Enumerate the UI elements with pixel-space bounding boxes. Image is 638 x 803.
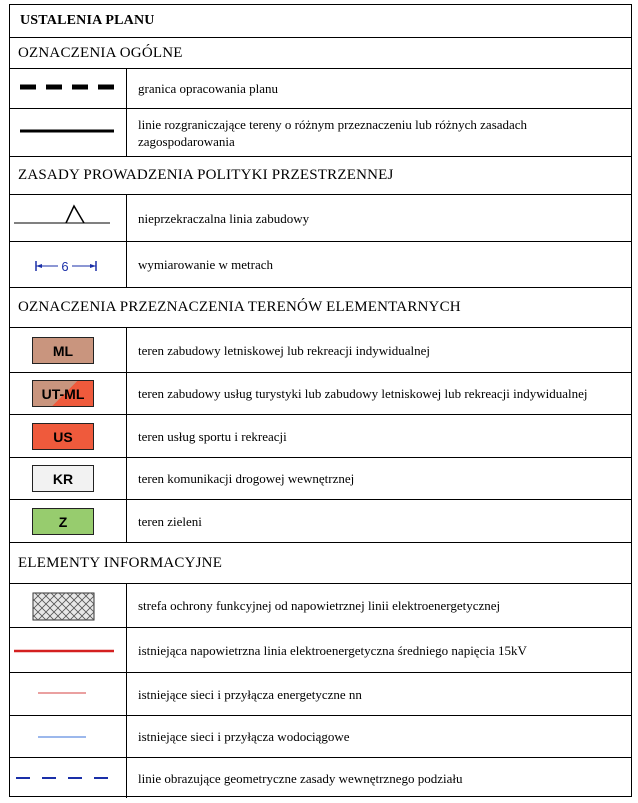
dashed-boundary-line-icon [10,69,127,109]
legend-row-ut-ml [10,373,631,415]
zone-badge-ut-ml [32,380,94,407]
legend-desc: teren zabudowy letniskowej lub rekreacji indywidualnej [138,342,431,358]
legend-row-strefa [10,584,631,628]
legend-title [10,5,631,38]
section-header-zasady [10,157,631,195]
symbol-cell [10,500,127,542]
zone-code: KR [52,470,74,487]
legend-title-text: USTALENIA PLANU [20,13,155,28]
low-voltage-line-icon [10,673,127,716]
symbol-cell [10,758,127,798]
legend-row-podzial [10,758,631,798]
zone-badge-kr [32,465,94,492]
legend-desc: teren usług sportu i rekreacji [138,428,287,444]
legend-row-linia-sn [10,628,631,673]
zone-badge-us [32,423,94,450]
section-title-zasady: ZASADY PROWADZENIA POLITYKI PRZESTRZENNEJ [18,167,394,183]
water-line-icon [10,716,127,758]
legend-desc: istniejąca napowietrzna linia elektroenergetyczna średniego napięcia 15kV [138,642,527,658]
symbol-cell [10,628,127,672]
section-header-informacyjne [10,543,631,584]
legend-desc: granica opracowania planu [138,81,279,96]
symbol-cell [10,673,127,715]
legend-row-sieci-nn [10,673,631,716]
section-header-przeznaczenie [10,288,631,328]
legend-desc: linie rozgraniczające tereny o różnym przeznaczeniu lub różnych zasadach zagospodarowania [138,116,528,149]
legend-table [9,4,632,797]
legend-row-kr [10,458,631,500]
building-line-icon [10,195,127,242]
legend-desc: istniejące sieci i przyłącza energetyczne nn [138,686,362,702]
legend-row-wymiarowanie [10,242,631,288]
dimension-value: 6 [61,259,69,274]
legend-desc: teren zieleni [138,513,202,529]
legend-desc: strefa ochrony funkcyjnej od napowietrznej linii elektroenergetycznej [138,598,501,613]
zone-badge-z [32,508,94,535]
symbol-cell [10,328,127,372]
legend-row-sieci-wod [10,716,631,758]
symbol-cell [10,195,127,241]
zone-code: Z [58,513,68,530]
legend-row-linie-rozgraniczajace [10,109,631,157]
legend-row-us [10,415,631,458]
symbol-cell [10,716,127,757]
legend-desc: teren komunikacji drogowej wewnętrznej [138,471,355,486]
section-header-ogolne [10,38,631,69]
zone-badge-ml [32,337,94,364]
section-title-przeznaczenie: OZNACZENIA PRZEZNACZENIA TERENÓW ELEMENTARNYCH [18,299,461,315]
legend-row-granica [10,69,631,109]
zone-code: UT-ML [41,385,85,402]
zone-code: ML [52,342,74,359]
symbol-cell [10,242,127,287]
symbol-cell [10,69,127,108]
crosshatch-zone-icon [10,584,127,628]
legend-desc: wymiarowanie w metrach [138,257,274,272]
division-dashed-line-icon [10,758,127,798]
legend-desc: teren zabudowy usług turystyki lub zabudowy letniskowej lub rekreacji indywidualnej [138,386,588,401]
legend-desc: linie obrazujące geometryczne zasady wewnętrznego podziału [138,770,463,786]
legend-row-ml [10,328,631,373]
section-title-informacyjne: ELEMENTY INFORMACYJNE [18,554,223,571]
symbol-cell [10,373,127,414]
legend-desc: nieprzekraczalna linia zabudowy [138,210,310,226]
symbol-cell [10,458,127,499]
symbol-cell [10,415,127,457]
legend-row-z [10,500,631,543]
solid-line-icon [10,109,127,157]
dimension-line-icon [10,242,127,288]
zone-code: US [53,428,73,445]
legend-row-nieprzekraczalna [10,195,631,242]
legend-desc: istniejące sieci i przyłącza wodociągowe [138,729,350,744]
symbol-cell [10,109,127,156]
symbol-cell [10,584,127,627]
section-title-ogolne: OZNACZENIA OGÓLNE [18,44,183,61]
power-line-15kv-icon [10,628,127,673]
